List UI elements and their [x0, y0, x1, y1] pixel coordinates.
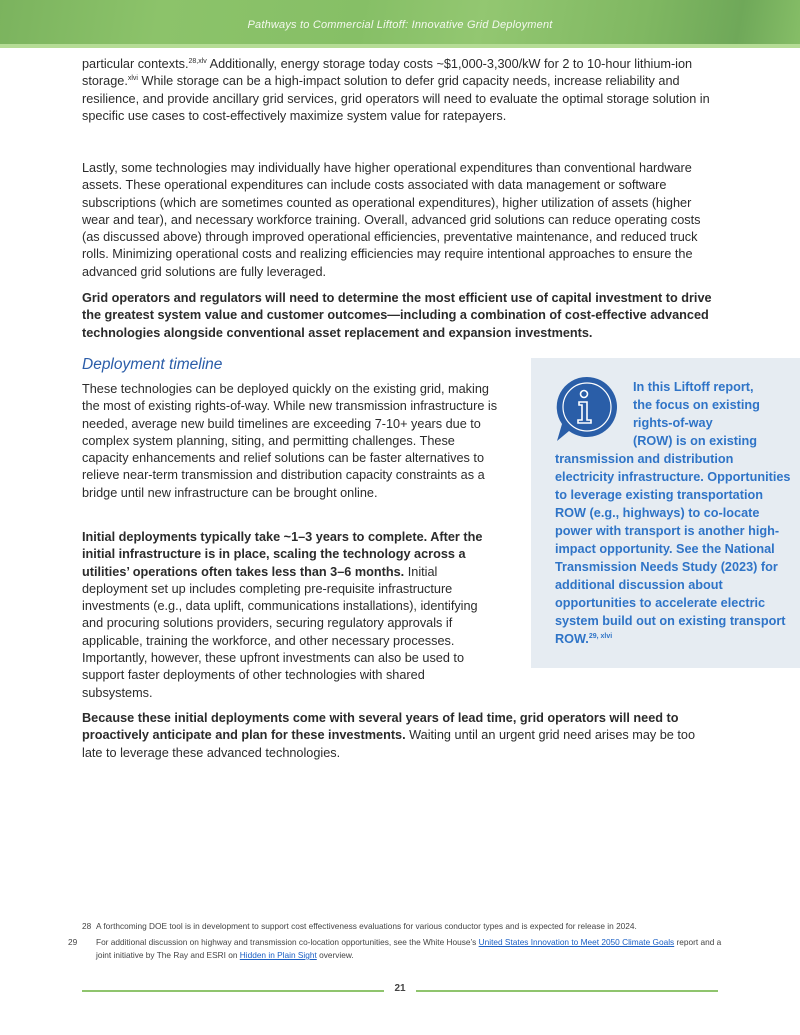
- callout-text: [555, 378, 795, 648]
- footnote-text: For additional discussion on highway and transmission co-location opportunities, see the White House’s: [96, 937, 479, 947]
- text: rights-of-way: [633, 416, 713, 430]
- paragraph-key-finding: Grid operators and regulators will need to determine the most efficient use of capital investment to drive the greatest system value and customer outcomes—including a combination of cost-effective advanced technologies alongside conventional asset replacement and expansion investments.: [82, 291, 712, 340]
- text: the focus on existing: [633, 398, 760, 412]
- paragraph-storage: [82, 56, 718, 125]
- page-number: 21: [394, 983, 406, 994]
- text: While storage can be a high-impact solution to defer grid capacity needs, increase reliability and resilience, and provide ancillary grid services, grid operators will need to evaluate the optimal storage solution in specific use cases to cost-effectively maximize system value for ratepayers.: [82, 74, 710, 123]
- paragraph-opex: Lastly, some technologies may individually have higher operational expenditures than conventional hardware assets. These operational expenditures can include costs associated with data management or software subscriptions (which are sometimes counted as operational expenditures), higher utilization of assets (higher wear and tear), and necessary workforce training. Overall, advanced grid solutions can reduce operating costs (as discussed above) through improved operational efficiencies, preventative maintenance, and reduced truck rolls. Minimizing operational costs and realizing efficiencies may require intentional approaches to ensure the advanced grid solutions are fully leveraged.: [82, 161, 701, 279]
- footnote-text: report and a joint initiative by The Ray and ESRI on: [96, 937, 722, 960]
- endnote-ref: xlvi: [127, 75, 138, 83]
- text: (ROW) is on existing: [633, 434, 758, 448]
- footer-rule-left: [82, 990, 384, 992]
- text: In this Liftoff report,: [633, 380, 754, 394]
- footer-rule-right: [416, 990, 718, 992]
- footnote-text: A forthcoming DOE tool is in development to support cost effectiveness evaluations for various conductor types and is expected for release in 2024.: [96, 921, 637, 931]
- page-header: [0, 0, 800, 48]
- text: particular contexts.: [82, 57, 189, 71]
- footnote-28: [82, 920, 732, 933]
- text: transmission and distribution electricity infrastructure. Opportunities to leverage existing transportation ROW (e.g., highways) to co-locate power with transport is another high-impact opportunity. See the National Transmission Needs Study (2023) for additional discussion about opportunities to accelerate electric system build out on existing transport ROW.: [555, 452, 791, 646]
- footnote-number: 29: [68, 937, 78, 947]
- footnote-29: [68, 936, 732, 962]
- footnote-text: overview.: [316, 950, 354, 960]
- header-title: Pathways to Commercial Liftoff: Innovative Grid Deployment: [247, 19, 553, 31]
- text: Waiting until an urgent grid need arises may be too late to leverage these advanced technologies.: [82, 728, 696, 760]
- section-title: Deployment timeline: [82, 356, 223, 373]
- climate-goals-link[interactable]: United States Innovation to Meet 2050 Climate Goals: [478, 937, 675, 947]
- paragraph-initial-deployments: [82, 529, 498, 702]
- callout-box: [531, 358, 800, 668]
- paragraph-lead-time: [82, 710, 718, 762]
- endnote-ref: 29, xlvi: [588, 633, 613, 640]
- footnote-number: 28: [82, 921, 92, 931]
- text: Additionally, energy storage today costs ~$1,000-3,300/kW for 2 to 10-hour lithium-ion storage.: [82, 57, 693, 89]
- bold-text: Initial deployments typically take ~1–3 years to complete. After the initial infrastructure is in place, scaling the technology across a utilities’ operations often takes less than 3–6 months.: [82, 530, 483, 579]
- endnote-ref: 28,xlv: [188, 58, 207, 65]
- hidden-in-plain-sight-link[interactable]: Hidden in Plain Sight: [239, 950, 317, 960]
- text: Initial deployment set up includes completing pre-requisite infrastructure investments (e.g., data uplift, communications installations), identifying and procuring solutions providers, securing regulatory approvals if applicable, training the workforce, and other necessary processes. Importantly, however, these upfront investments can also be used to support faster deployments of other technologies with shared subsystems.: [82, 564, 478, 700]
- paragraph-deployment: These technologies can be deployed quickly on the existing grid, making the most of existing rights-of-way. While new transmission infrastructure is needed, average new build timelines are exceeding 7-10+ years due to complex system planning, siting, and permitting challenges. These capacity enhancements and relief solutions can be faster alternatives to relieve near-term transmission and distribution capacity constraints as a bridge until new infrastructure can be brought online.: [82, 382, 498, 500]
- bold-text: Because these initial deployments come with several years of lead time, grid operators will need to proactively anticipate and plan for these investments.: [82, 711, 679, 743]
